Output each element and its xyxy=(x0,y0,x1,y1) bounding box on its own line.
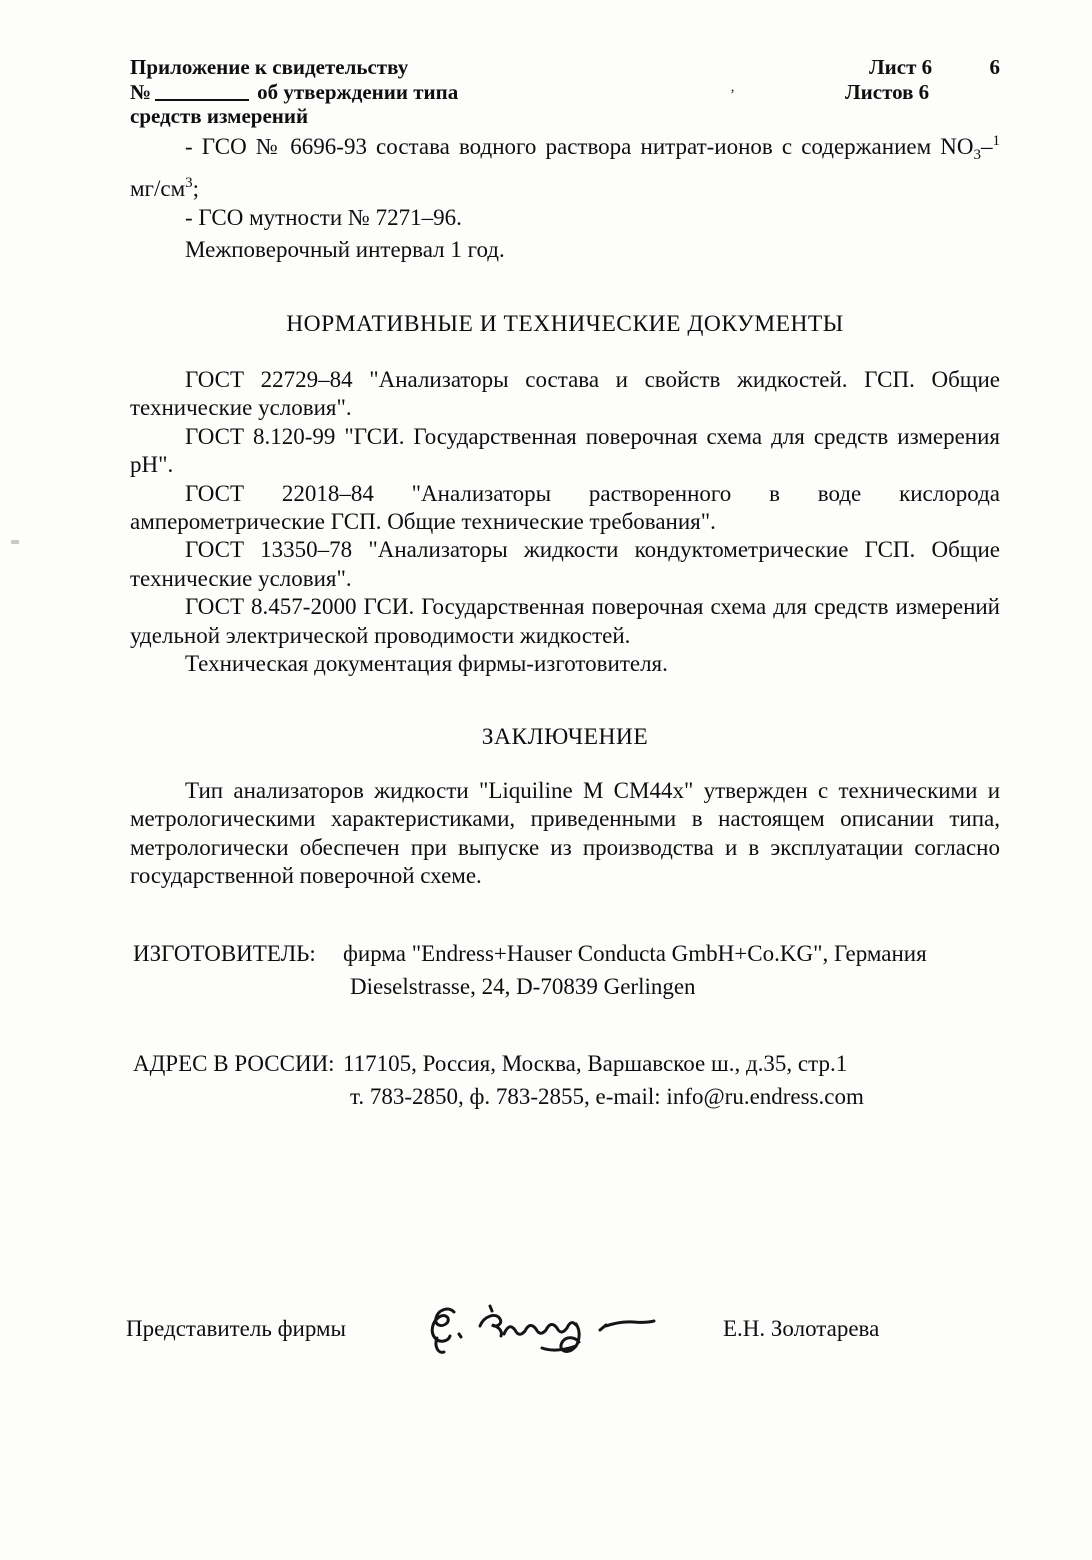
gso-standards-block xyxy=(130,127,1000,232)
manufacturer-value xyxy=(343,937,927,1003)
blank-number-field xyxy=(155,98,249,101)
unit-superscript: 3 xyxy=(185,175,193,192)
unit-base: мг/см xyxy=(130,176,186,202)
chem-dash: – xyxy=(981,134,993,159)
manufacturer-line2: Dieselstrasse, 24, D-70839 Gerlingen xyxy=(350,974,696,999)
sheet-row xyxy=(845,55,1000,80)
scan-artifact-mark: ’ xyxy=(730,87,735,103)
conclusion-paragraph: Тип анализаторов жидкости "Liquiline M CM44x" утвержден с техническими и метрологическими характеристиками, приведенными в настоящем описании типа, метрологически обеспечен при выпуске из производства и в эксплуатации согласно государственной поверочной схеме. xyxy=(130,778,1000,889)
page-number: 6 xyxy=(989,55,1000,79)
gost-paragraph: ГОСТ 8.120-99 "ГСИ. Государственная поверочная схема для средств измерения pH". xyxy=(130,423,1000,478)
gso-item-nitrate-line1 xyxy=(130,127,1000,169)
gso-item-turbidity: - ГСО мутности № 7271–96. xyxy=(185,204,462,230)
document-header xyxy=(130,55,1000,129)
section-heading-conclusion: ЗАКЛЮЧЕНИЕ xyxy=(481,724,649,750)
gost-paragraph: ГОСТ 22018–84 "Анализаторы растворенного в воде кислорода амперометрические ГСП. Общие технические требования". xyxy=(130,480,1000,535)
gost-paragraph: ГОСТ 13350–78 "Анализаторы жидкости кондуктометрические ГСП. Общие технические условия". xyxy=(130,537,1000,591)
manufacturer-block xyxy=(133,937,1000,1003)
russia-address-value xyxy=(343,1047,864,1113)
sheet-label: Лист 6 xyxy=(869,55,933,79)
manufacturer-docs-paragraph: Техническая документация фирмы-изготовителя. xyxy=(185,651,668,677)
header-number-line xyxy=(130,80,458,105)
gso-item-nitrate-line2 xyxy=(130,169,1000,203)
gost-paragraph: ГОСТ 8.457-2000 ГСИ. Государственная поверочная схема для средств измерений удельной электрической проводимости жидкостей. xyxy=(130,594,1000,648)
unit-tail: ; xyxy=(192,176,200,202)
chem-superscript-value: 1 xyxy=(992,133,1000,149)
manufacturer-line1: фирма "Endress+Hauser Conducta GmbH+Co.KG", Германия xyxy=(343,941,927,966)
russia-address-block xyxy=(133,1047,1000,1113)
russia-address-line1: 117105, Россия, Москва, Варшавское ш., д.35, стр.1 xyxy=(343,1051,848,1076)
gso-nitrate-text: - ГСО № 6696-93 состава водного раствора нитрат-ионов с содержанием NO xyxy=(185,134,974,159)
normative-docs-list xyxy=(130,366,1000,678)
handwritten-signature xyxy=(404,1268,704,1378)
scan-speck xyxy=(11,540,19,544)
header-annex-line1: Приложение к свидетельству xyxy=(130,55,409,79)
sheets-total-label: Листов 6 xyxy=(845,79,930,104)
chem-subscript: 3 xyxy=(973,147,981,163)
header-annex-line2: об утверждении типа xyxy=(257,79,459,104)
section-heading-normative: НОРМАТИВНЫЕ И ТЕХНИЧЕСКИЕ ДОКУМЕНТЫ xyxy=(286,311,844,337)
header-annex-line3: средств измерений xyxy=(130,104,309,128)
signatory-name: Е.Н. Золотарева xyxy=(723,1316,880,1341)
header-left-block xyxy=(130,55,458,129)
header-sheet-block xyxy=(845,55,1000,129)
number-symbol: № xyxy=(130,79,152,104)
russia-address-label: АДРЕС В РОССИИ: xyxy=(133,1051,335,1076)
gost-paragraph: ГОСТ 22729–84 "Анализаторы состава и свойств жидкостей. ГСП. Общие технические условия". xyxy=(130,367,1000,421)
calibration-interval-note: Межповерочный интервал 1 год. xyxy=(185,237,505,262)
representative-label: Представитель фирмы xyxy=(126,1316,346,1341)
russia-address-line2: т. 783-2850, ф. 783-2855, e-mail: info@ru.endress.com xyxy=(350,1084,864,1109)
manufacturer-label: ИЗГОТОВИТЕЛЬ: xyxy=(133,941,316,966)
